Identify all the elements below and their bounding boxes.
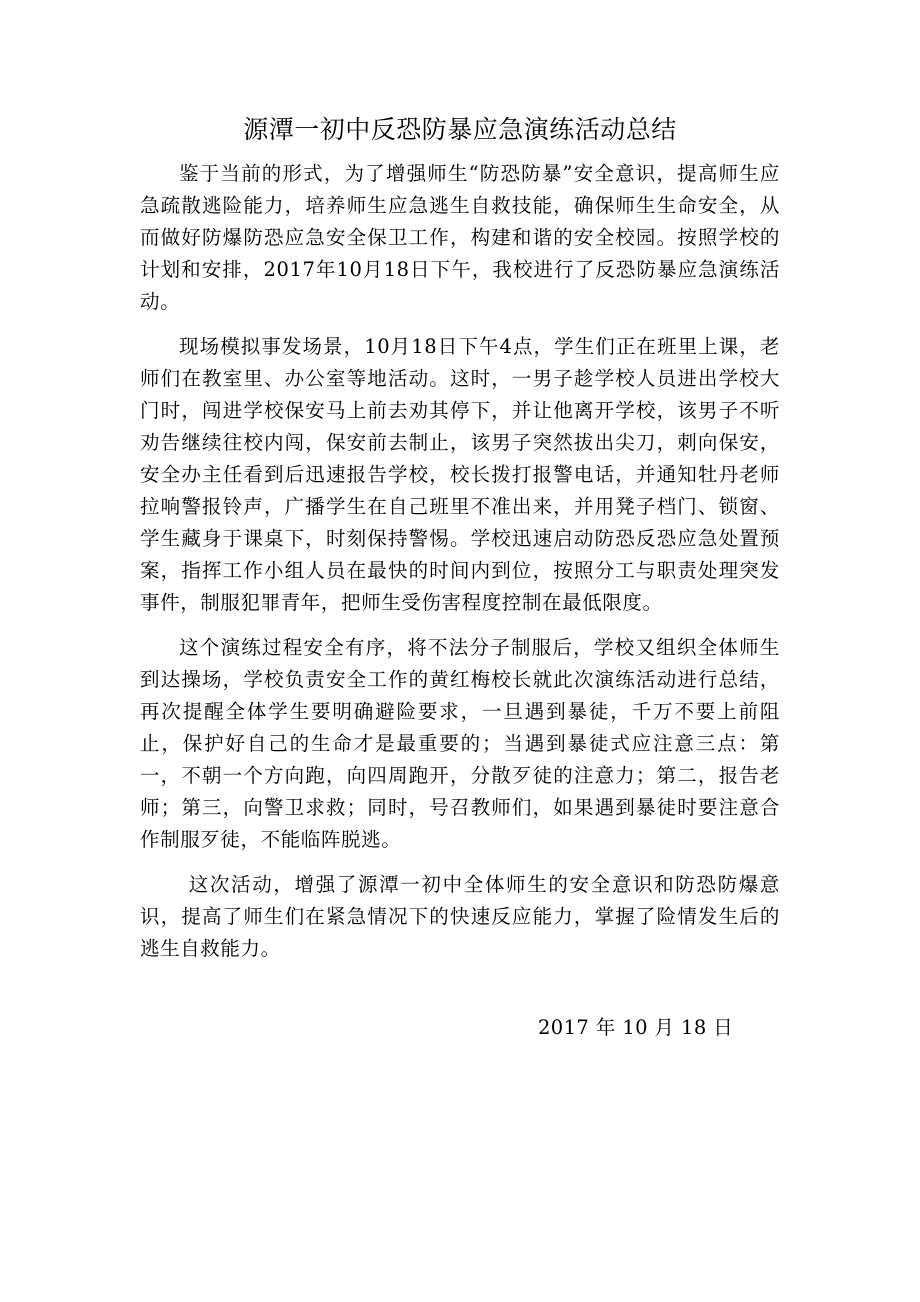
paragraph-3: 这个演练过程安全有序，将不法分子制服后，学校又组织全体师生到达操场，学校负责安全工作的黄红梅校长就此次演练活动进行总结，再次提醒全体学生要明确避险要求，一旦遇到暴徒，千万不要上前阻止，保护好自己的生命才是最重要的；当遇到暴徒式应注意三点：第一，不朝一个方向跑，向四周跑开，分散歹徒的注意力；第二，报告老师；第三，向警卫求救；同时，号召教师们，如果遇到暴徒时要注意合作制服歹徒，不能临阵脱逃。 [140,636,780,851]
document-date: 2017 年 10 月 18 日 [538,1016,734,1039]
paragraph-4: 这次活动，增强了源潭一初中全体师生的安全意识和防恐防爆意识，提高了师生们在紧急情况下的快速反应能力，掌握了险情发生后的逃生自救能力。 [140,873,780,960]
paragraph-1: 鉴于当前的形式，为了增强师生“防恐防暴”安全意识，提高师生应急疏散逃险能力，培养师生应急逃生自救技能，确保师生生命安全，从而做好防爆防恐应急安全保卫工作，构建和谐的安全校园。按照学校的计划和安排，2017年10月18日下午，我校进行了反恐防暴应急演练活动。 [140,162,780,313]
document-title: 源潭一初中反恐防暴应急演练活动总结 [243,115,677,144]
document-body [140,158,780,978]
paragraph-2: 现场模拟事发场景，10月18日下午4点，学生们正在班里上课，老师们在教室里、办公室等地活动。这时，一男子趁学校人员进出学校大门时，闯进学校保安马上前去劝其停下，并让他离开学校，该男子不听劝告继续往校内闯，保安前去制止，该男子突然拔出尖刀，刺向保安，安全办主任看到后迅速报告学校，校长拨打报警电话，并通知牡丹老师拉响警报铃声，广播学生在自己班里不准出来，并用凳子档门、锁窗、学生藏身于课桌下，时刻保持警惕。学校迅速启动防恐反恐应急处置预案，指挥工作小组人员在最快的时间内到位，按照分工与职责处理突发事件，制服犯罪青年，把师生受伤害程度控制在最低限度。 [140,335,780,614]
